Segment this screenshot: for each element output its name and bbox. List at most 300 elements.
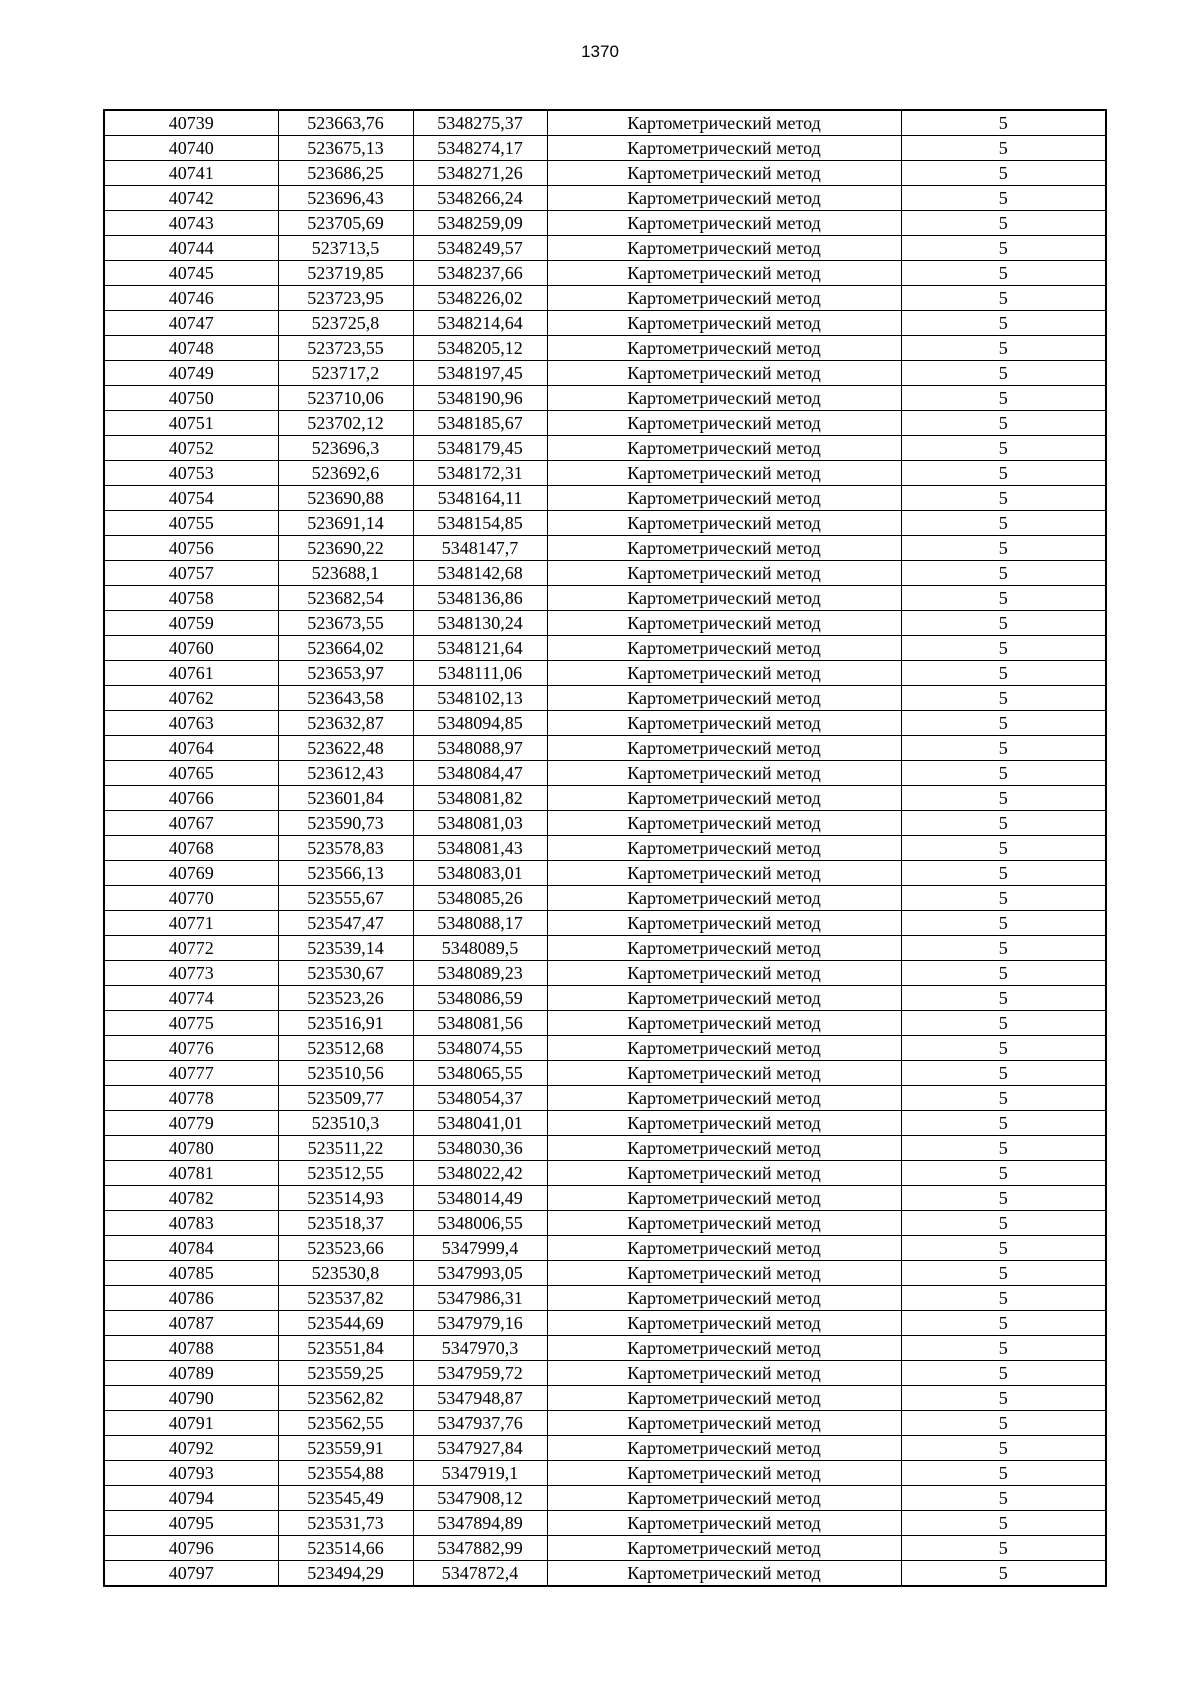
accuracy-cell: 5	[901, 1086, 1106, 1111]
table-row	[104, 1186, 1106, 1211]
accuracy-cell: 5	[901, 1286, 1106, 1311]
y-coordinate-cell: 5348088,17	[413, 911, 547, 936]
table-row	[104, 311, 1106, 336]
table-row	[104, 1486, 1106, 1511]
y-coordinate-cell: 5347919,1	[413, 1461, 547, 1486]
accuracy-cell: 5	[901, 261, 1106, 286]
method-cell: Картометрический метод	[547, 136, 901, 161]
y-coordinate-cell: 5348249,57	[413, 236, 547, 261]
method-cell: Картометрический метод	[547, 786, 901, 811]
point-number-cell: 40779	[104, 1111, 278, 1136]
accuracy-cell: 5	[901, 936, 1106, 961]
y-coordinate-cell: 5347927,84	[413, 1436, 547, 1461]
table-row	[104, 886, 1106, 911]
table-row	[104, 511, 1106, 536]
table-row	[104, 186, 1106, 211]
x-coordinate-cell: 523509,77	[278, 1086, 413, 1111]
x-coordinate-cell: 523551,84	[278, 1336, 413, 1361]
table-row	[104, 1311, 1106, 1336]
table-row	[104, 1361, 1106, 1386]
y-coordinate-cell: 5347908,12	[413, 1486, 547, 1511]
y-coordinate-cell: 5347970,3	[413, 1336, 547, 1361]
y-coordinate-cell: 5348226,02	[413, 286, 547, 311]
point-number-cell: 40740	[104, 136, 278, 161]
method-cell: Картометрический метод	[547, 1511, 901, 1536]
table-row	[104, 761, 1106, 786]
table-row	[104, 1236, 1106, 1261]
method-cell: Картометрический метод	[547, 1086, 901, 1111]
y-coordinate-cell: 5348030,36	[413, 1136, 547, 1161]
table-row	[104, 1261, 1106, 1286]
x-coordinate-cell: 523530,67	[278, 961, 413, 986]
point-number-cell: 40765	[104, 761, 278, 786]
y-coordinate-cell: 5347882,99	[413, 1536, 547, 1561]
point-number-cell: 40749	[104, 361, 278, 386]
accuracy-cell: 5	[901, 1061, 1106, 1086]
method-cell: Картометрический метод	[547, 1136, 901, 1161]
y-coordinate-cell: 5348237,66	[413, 261, 547, 286]
method-cell: Картометрический метод	[547, 886, 901, 911]
point-number-cell: 40788	[104, 1336, 278, 1361]
method-cell: Картометрический метод	[547, 261, 901, 286]
point-number-cell: 40770	[104, 886, 278, 911]
x-coordinate-cell: 523530,8	[278, 1261, 413, 1286]
table-row	[104, 661, 1106, 686]
point-number-cell: 40785	[104, 1261, 278, 1286]
y-coordinate-cell: 5348006,55	[413, 1211, 547, 1236]
accuracy-cell: 5	[901, 211, 1106, 236]
method-cell: Картометрический метод	[547, 836, 901, 861]
accuracy-cell: 5	[901, 1161, 1106, 1186]
table-row	[104, 161, 1106, 186]
method-cell: Картометрический метод	[547, 461, 901, 486]
y-coordinate-cell: 5348089,23	[413, 961, 547, 986]
method-cell: Картометрический метод	[547, 1336, 901, 1361]
x-coordinate-cell: 523723,55	[278, 336, 413, 361]
method-cell: Картометрический метод	[547, 386, 901, 411]
point-number-cell: 40767	[104, 811, 278, 836]
table-row	[104, 1561, 1106, 1587]
method-cell: Картометрический метод	[547, 561, 901, 586]
point-number-cell: 40757	[104, 561, 278, 586]
y-coordinate-cell: 5348266,24	[413, 186, 547, 211]
point-number-cell: 40742	[104, 186, 278, 211]
accuracy-cell: 5	[901, 161, 1106, 186]
table-row	[104, 536, 1106, 561]
x-coordinate-cell: 523653,97	[278, 661, 413, 686]
y-coordinate-cell: 5348154,85	[413, 511, 547, 536]
accuracy-cell: 5	[901, 1011, 1106, 1036]
x-coordinate-cell: 523713,5	[278, 236, 413, 261]
accuracy-cell: 5	[901, 186, 1106, 211]
x-coordinate-cell: 523539,14	[278, 936, 413, 961]
point-number-cell: 40791	[104, 1411, 278, 1436]
y-coordinate-cell: 5347959,72	[413, 1361, 547, 1386]
table-row	[104, 1211, 1106, 1236]
table-row	[104, 1436, 1106, 1461]
method-cell: Картометрический метод	[547, 911, 901, 936]
point-number-cell: 40774	[104, 986, 278, 1011]
point-number-cell: 40789	[104, 1361, 278, 1386]
x-coordinate-cell: 523555,67	[278, 886, 413, 911]
table-body	[104, 110, 1106, 1586]
accuracy-cell: 5	[901, 661, 1106, 686]
accuracy-cell: 5	[901, 811, 1106, 836]
point-number-cell: 40750	[104, 386, 278, 411]
y-coordinate-cell: 5348041,01	[413, 1111, 547, 1136]
accuracy-cell: 5	[901, 1561, 1106, 1587]
x-coordinate-cell: 523559,25	[278, 1361, 413, 1386]
accuracy-cell: 5	[901, 986, 1106, 1011]
point-number-cell: 40746	[104, 286, 278, 311]
method-cell: Картометрический метод	[547, 1536, 901, 1561]
y-coordinate-cell: 5348121,64	[413, 636, 547, 661]
table-row	[104, 1536, 1106, 1561]
method-cell: Картометрический метод	[547, 1561, 901, 1587]
method-cell: Картометрический метод	[547, 436, 901, 461]
point-number-cell: 40793	[104, 1461, 278, 1486]
accuracy-cell: 5	[901, 536, 1106, 561]
accuracy-cell: 5	[901, 1511, 1106, 1536]
accuracy-cell: 5	[901, 861, 1106, 886]
point-number-cell: 40744	[104, 236, 278, 261]
method-cell: Картометрический метод	[547, 336, 901, 361]
method-cell: Картометрический метод	[547, 1211, 901, 1236]
accuracy-cell: 5	[901, 436, 1106, 461]
point-number-cell: 40743	[104, 211, 278, 236]
accuracy-cell: 5	[901, 1036, 1106, 1061]
y-coordinate-cell: 5347872,4	[413, 1561, 547, 1587]
point-number-cell: 40795	[104, 1511, 278, 1536]
method-cell: Картометрический метод	[547, 1311, 901, 1336]
y-coordinate-cell: 5348164,11	[413, 486, 547, 511]
table-row	[104, 636, 1106, 661]
table-row	[104, 1161, 1106, 1186]
accuracy-cell: 5	[901, 711, 1106, 736]
x-coordinate-cell: 523518,37	[278, 1211, 413, 1236]
page-number: 1370	[581, 42, 619, 61]
x-coordinate-cell: 523663,76	[278, 110, 413, 136]
table-row	[104, 1136, 1106, 1161]
point-number-cell: 40784	[104, 1236, 278, 1261]
method-cell: Картометрический метод	[547, 1436, 901, 1461]
method-cell: Картометрический метод	[547, 811, 901, 836]
method-cell: Картометрический метод	[547, 736, 901, 761]
method-cell: Картометрический метод	[547, 936, 901, 961]
accuracy-cell: 5	[901, 1461, 1106, 1486]
table-row	[104, 836, 1106, 861]
y-coordinate-cell: 5347937,76	[413, 1411, 547, 1436]
table-row	[104, 986, 1106, 1011]
point-number-cell: 40792	[104, 1436, 278, 1461]
point-number-cell: 40762	[104, 686, 278, 711]
y-coordinate-cell: 5347948,87	[413, 1386, 547, 1411]
accuracy-cell: 5	[901, 110, 1106, 136]
table-row	[104, 1061, 1106, 1086]
method-cell: Картометрический метод	[547, 636, 901, 661]
y-coordinate-cell: 5348172,31	[413, 461, 547, 486]
method-cell: Картометрический метод	[547, 1461, 901, 1486]
y-coordinate-cell: 5348081,43	[413, 836, 547, 861]
accuracy-cell: 5	[901, 486, 1106, 511]
method-cell: Картометрический метод	[547, 1011, 901, 1036]
y-coordinate-cell: 5347993,05	[413, 1261, 547, 1286]
point-number-cell: 40772	[104, 936, 278, 961]
y-coordinate-cell: 5348089,5	[413, 936, 547, 961]
y-coordinate-cell: 5348088,97	[413, 736, 547, 761]
point-number-cell: 40782	[104, 1186, 278, 1211]
point-number-cell: 40766	[104, 786, 278, 811]
point-number-cell: 40773	[104, 961, 278, 986]
x-coordinate-cell: 523510,56	[278, 1061, 413, 1086]
method-cell: Картометрический метод	[547, 411, 901, 436]
table-row	[104, 611, 1106, 636]
table-row	[104, 561, 1106, 586]
method-cell: Картометрический метод	[547, 1261, 901, 1286]
table-row	[104, 911, 1106, 936]
accuracy-cell: 5	[901, 511, 1106, 536]
y-coordinate-cell: 5347986,31	[413, 1286, 547, 1311]
accuracy-cell: 5	[901, 1311, 1106, 1336]
x-coordinate-cell: 523612,43	[278, 761, 413, 786]
y-coordinate-cell: 5348022,42	[413, 1161, 547, 1186]
x-coordinate-cell: 523601,84	[278, 786, 413, 811]
x-coordinate-cell: 523682,54	[278, 586, 413, 611]
x-coordinate-cell: 523690,22	[278, 536, 413, 561]
method-cell: Картометрический метод	[547, 761, 901, 786]
table-row	[104, 786, 1106, 811]
point-number-cell: 40748	[104, 336, 278, 361]
point-number-cell: 40761	[104, 661, 278, 686]
point-number-cell: 40775	[104, 1011, 278, 1036]
x-coordinate-cell: 523514,66	[278, 1536, 413, 1561]
table-row	[104, 1086, 1106, 1111]
y-coordinate-cell: 5348081,82	[413, 786, 547, 811]
accuracy-cell: 5	[901, 1261, 1106, 1286]
x-coordinate-cell: 523686,25	[278, 161, 413, 186]
table-row	[104, 411, 1106, 436]
accuracy-cell: 5	[901, 286, 1106, 311]
accuracy-cell: 5	[901, 1136, 1106, 1161]
y-coordinate-cell: 5348271,26	[413, 161, 547, 186]
point-number-cell: 40771	[104, 911, 278, 936]
method-cell: Картометрический метод	[547, 1411, 901, 1436]
point-number-cell: 40753	[104, 461, 278, 486]
x-coordinate-cell: 523705,69	[278, 211, 413, 236]
method-cell: Картометрический метод	[547, 1236, 901, 1261]
accuracy-cell: 5	[901, 386, 1106, 411]
table-row	[104, 211, 1106, 236]
y-coordinate-cell: 5348086,59	[413, 986, 547, 1011]
accuracy-cell: 5	[901, 836, 1106, 861]
accuracy-cell: 5	[901, 1361, 1106, 1386]
y-coordinate-cell: 5348179,45	[413, 436, 547, 461]
accuracy-cell: 5	[901, 886, 1106, 911]
x-coordinate-cell: 523696,3	[278, 436, 413, 461]
x-coordinate-cell: 523632,87	[278, 711, 413, 736]
table-row	[104, 736, 1106, 761]
x-coordinate-cell: 523545,49	[278, 1486, 413, 1511]
table-row	[104, 461, 1106, 486]
table-row	[104, 586, 1106, 611]
x-coordinate-cell: 523554,88	[278, 1461, 413, 1486]
y-coordinate-cell: 5348197,45	[413, 361, 547, 386]
method-cell: Картометрический метод	[547, 211, 901, 236]
point-number-cell: 40756	[104, 536, 278, 561]
point-number-cell: 40781	[104, 1161, 278, 1186]
y-coordinate-cell: 5348130,24	[413, 611, 547, 636]
accuracy-cell: 5	[901, 911, 1106, 936]
method-cell: Картометрический метод	[547, 236, 901, 261]
x-coordinate-cell: 523544,69	[278, 1311, 413, 1336]
table-row	[104, 1386, 1106, 1411]
y-coordinate-cell: 5348147,7	[413, 536, 547, 561]
x-coordinate-cell: 523692,6	[278, 461, 413, 486]
point-number-cell: 40796	[104, 1536, 278, 1561]
accuracy-cell: 5	[901, 786, 1106, 811]
y-coordinate-cell: 5348083,01	[413, 861, 547, 886]
point-number-cell: 40755	[104, 511, 278, 536]
method-cell: Картометрический метод	[547, 986, 901, 1011]
table-row	[104, 261, 1106, 286]
x-coordinate-cell: 523523,66	[278, 1236, 413, 1261]
x-coordinate-cell: 523559,91	[278, 1436, 413, 1461]
table-row	[104, 1336, 1106, 1361]
method-cell: Картометрический метод	[547, 1286, 901, 1311]
table-row	[104, 436, 1106, 461]
method-cell: Картометрический метод	[547, 686, 901, 711]
method-cell: Картометрический метод	[547, 1386, 901, 1411]
y-coordinate-cell: 5348111,06	[413, 661, 547, 686]
accuracy-cell: 5	[901, 686, 1106, 711]
x-coordinate-cell: 523566,13	[278, 861, 413, 886]
table-row	[104, 286, 1106, 311]
x-coordinate-cell: 523510,3	[278, 1111, 413, 1136]
point-number-cell: 40739	[104, 110, 278, 136]
point-number-cell: 40741	[104, 161, 278, 186]
accuracy-cell: 5	[901, 736, 1106, 761]
accuracy-cell: 5	[901, 1436, 1106, 1461]
method-cell: Картометрический метод	[547, 586, 901, 611]
y-coordinate-cell: 5348142,68	[413, 561, 547, 586]
table-row	[104, 1411, 1106, 1436]
x-coordinate-cell: 523717,2	[278, 361, 413, 386]
x-coordinate-cell: 523719,85	[278, 261, 413, 286]
accuracy-cell: 5	[901, 1411, 1106, 1436]
y-coordinate-cell: 5348275,37	[413, 110, 547, 136]
point-number-cell: 40797	[104, 1561, 278, 1587]
method-cell: Картометрический метод	[547, 861, 901, 886]
point-number-cell: 40780	[104, 1136, 278, 1161]
x-coordinate-cell: 523710,06	[278, 386, 413, 411]
y-coordinate-cell: 5348190,96	[413, 386, 547, 411]
point-number-cell: 40778	[104, 1086, 278, 1111]
x-coordinate-cell: 523675,13	[278, 136, 413, 161]
point-number-cell: 40751	[104, 411, 278, 436]
accuracy-cell: 5	[901, 411, 1106, 436]
table-row	[104, 861, 1106, 886]
y-coordinate-cell: 5348214,64	[413, 311, 547, 336]
x-coordinate-cell: 523514,93	[278, 1186, 413, 1211]
method-cell: Картометрический метод	[547, 711, 901, 736]
table-row	[104, 1511, 1106, 1536]
x-coordinate-cell: 523537,82	[278, 1286, 413, 1311]
point-number-cell: 40745	[104, 261, 278, 286]
y-coordinate-cell: 5348085,26	[413, 886, 547, 911]
y-coordinate-cell: 5347894,89	[413, 1511, 547, 1536]
x-coordinate-cell: 523688,1	[278, 561, 413, 586]
y-coordinate-cell: 5348274,17	[413, 136, 547, 161]
point-number-cell: 40769	[104, 861, 278, 886]
coordinates-table	[103, 109, 1107, 1587]
x-coordinate-cell: 523643,58	[278, 686, 413, 711]
y-coordinate-cell: 5348074,55	[413, 1036, 547, 1061]
table-row	[104, 686, 1106, 711]
accuracy-cell: 5	[901, 961, 1106, 986]
x-coordinate-cell: 523512,55	[278, 1161, 413, 1186]
x-coordinate-cell: 523523,26	[278, 986, 413, 1011]
x-coordinate-cell: 523673,55	[278, 611, 413, 636]
x-coordinate-cell: 523512,68	[278, 1036, 413, 1061]
point-number-cell: 40764	[104, 736, 278, 761]
method-cell: Картометрический метод	[547, 1486, 901, 1511]
x-coordinate-cell: 523590,73	[278, 811, 413, 836]
x-coordinate-cell: 523494,29	[278, 1561, 413, 1587]
y-coordinate-cell: 5348094,85	[413, 711, 547, 736]
accuracy-cell: 5	[901, 1336, 1106, 1361]
y-coordinate-cell: 5348014,49	[413, 1186, 547, 1211]
method-cell: Картометрический метод	[547, 361, 901, 386]
point-number-cell: 40763	[104, 711, 278, 736]
x-coordinate-cell: 523531,73	[278, 1511, 413, 1536]
y-coordinate-cell: 5348081,03	[413, 811, 547, 836]
y-coordinate-cell: 5348081,56	[413, 1011, 547, 1036]
accuracy-cell: 5	[901, 1186, 1106, 1211]
accuracy-cell: 5	[901, 1211, 1106, 1236]
y-coordinate-cell: 5347979,16	[413, 1311, 547, 1336]
x-coordinate-cell: 523547,47	[278, 911, 413, 936]
y-coordinate-cell: 5348084,47	[413, 761, 547, 786]
x-coordinate-cell: 523723,95	[278, 286, 413, 311]
accuracy-cell: 5	[901, 136, 1106, 161]
table-row	[104, 136, 1106, 161]
method-cell: Картометрический метод	[547, 511, 901, 536]
x-coordinate-cell: 523516,91	[278, 1011, 413, 1036]
table-row	[104, 386, 1106, 411]
accuracy-cell: 5	[901, 1536, 1106, 1561]
method-cell: Картометрический метод	[547, 1061, 901, 1086]
x-coordinate-cell: 523562,55	[278, 1411, 413, 1436]
x-coordinate-cell: 523664,02	[278, 636, 413, 661]
method-cell: Картометрический метод	[547, 1161, 901, 1186]
table-row	[104, 486, 1106, 511]
table-row	[104, 361, 1106, 386]
point-number-cell: 40776	[104, 1036, 278, 1061]
x-coordinate-cell: 523562,82	[278, 1386, 413, 1411]
y-coordinate-cell: 5348205,12	[413, 336, 547, 361]
method-cell: Картометрический метод	[547, 536, 901, 561]
accuracy-cell: 5	[901, 561, 1106, 586]
point-number-cell: 40759	[104, 611, 278, 636]
method-cell: Картометрический метод	[547, 1361, 901, 1386]
x-coordinate-cell: 523691,14	[278, 511, 413, 536]
method-cell: Картометрический метод	[547, 961, 901, 986]
accuracy-cell: 5	[901, 361, 1106, 386]
method-cell: Картометрический метод	[547, 1036, 901, 1061]
x-coordinate-cell: 523696,43	[278, 186, 413, 211]
accuracy-cell: 5	[901, 1386, 1106, 1411]
point-number-cell: 40758	[104, 586, 278, 611]
